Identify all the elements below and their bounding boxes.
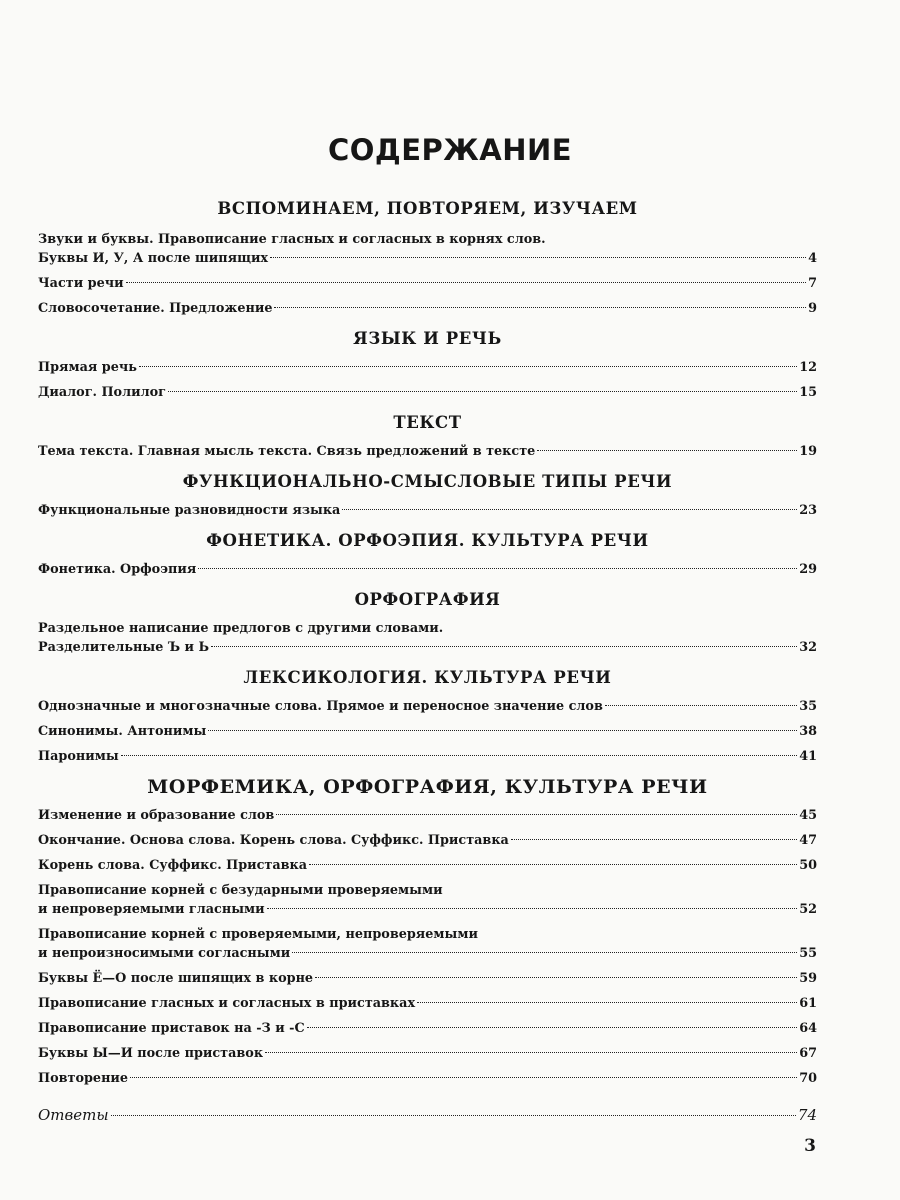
toc-entry	[38, 560, 817, 579]
toc-entry-page: 12	[799, 360, 817, 375]
toc-entry-page: 41	[799, 749, 817, 764]
toc-entry-text: Функциональные разновидности языка	[38, 503, 341, 518]
toc-entry-row	[38, 560, 817, 579]
toc-entry-text: Буквы Ы—И после приставок	[38, 1046, 264, 1061]
section-title: МОРФЕМИКА, ОРФОГРАФИЯ, КУЛЬТУРА РЕЧИ	[147, 776, 708, 798]
section-title: ОРФОГРАФИЯ	[354, 590, 501, 609]
toc-entry-text: Синонимы. Антонимы	[38, 724, 207, 739]
toc-entry	[38, 619, 817, 657]
dot-leader	[267, 908, 798, 909]
toc-entry-text: и непроизносимыми согласными	[38, 946, 291, 961]
dot-leader	[168, 391, 797, 392]
toc-entry-row	[38, 944, 817, 963]
dot-leader	[274, 307, 806, 308]
toc-entry-text: Буквы И, У, А после шипящих	[38, 251, 269, 266]
toc-entry-page: 4	[808, 251, 817, 266]
dot-leader	[315, 977, 797, 978]
toc-entry	[38, 856, 817, 875]
dot-leader	[309, 864, 797, 865]
dot-leader	[511, 839, 797, 840]
section-title: ЯЗЫК И РЕЧЬ	[353, 329, 502, 348]
toc-entry-page: 19	[799, 444, 817, 459]
toc-entry	[38, 806, 817, 825]
toc-entry-page: 23	[799, 503, 817, 518]
toc-entry-row	[38, 638, 817, 657]
toc-entry-text: Правописание гласных и согласных в приставках	[38, 996, 416, 1011]
toc-entry-text: и непроверяемыми гласными	[38, 902, 265, 917]
toc-entry-text: Повторение	[38, 1071, 129, 1086]
toc-entry-page: 45	[799, 808, 817, 823]
toc-entry	[38, 299, 817, 318]
toc-entry-page: 47	[799, 833, 817, 848]
page-title: СОДЕРЖАНИЕ	[327, 133, 573, 167]
toc-entry-page: 55	[799, 946, 817, 961]
toc-entry-row	[38, 274, 817, 293]
toc-entry-page: 15	[799, 385, 817, 400]
dot-leader	[130, 1077, 797, 1078]
dot-leader	[276, 814, 797, 815]
toc-entry-answers	[38, 1104, 817, 1126]
toc-entry-row	[38, 747, 817, 766]
dot-leader	[208, 730, 797, 731]
answers-page: 74	[797, 1106, 817, 1124]
dot-leader	[198, 568, 797, 569]
toc-entry	[38, 697, 817, 716]
toc-entry-row	[38, 249, 817, 268]
toc-entry-text: Паронимы	[38, 749, 119, 764]
toc-entry	[38, 722, 817, 741]
toc-entry-text: Правописание приставок на -З и -С	[38, 1021, 305, 1036]
dot-leader	[126, 282, 807, 283]
dot-leader	[307, 1027, 798, 1028]
toc-entry-text: Диалог. Полилог	[38, 385, 167, 400]
toc-entry-page: 70	[799, 1071, 817, 1086]
toc-entry-text: Буквы Ё—О после шипящих в корне	[38, 971, 314, 986]
section-title: ФОНЕТИКА. ОРФОЭПИЯ. КУЛЬТУРА РЕЧИ	[206, 531, 649, 550]
toc-entry-row	[38, 856, 817, 875]
toc-entry	[38, 358, 817, 377]
toc-entry-row	[38, 900, 817, 919]
toc-entry-row	[38, 994, 817, 1013]
toc-entry-row	[38, 806, 817, 825]
toc-entry	[38, 994, 817, 1013]
toc-entry	[38, 881, 817, 919]
toc-entry-text-line: Звуки и буквы. Правописание гласных и согласных в корнях слов.	[38, 232, 546, 247]
toc-entry-row	[38, 697, 817, 716]
section-title: ТЕКСТ	[393, 413, 462, 432]
toc-entry-page: 7	[808, 276, 817, 291]
toc-entry-page: 67	[799, 1046, 817, 1061]
page-number: 3	[804, 1136, 816, 1156]
toc-entry-page: 59	[799, 971, 817, 986]
toc-entry-page: 35	[799, 699, 817, 714]
dot-leader	[265, 1052, 797, 1053]
dot-leader	[139, 366, 797, 367]
dot-leader	[342, 509, 797, 510]
table-of-contents	[38, 196, 817, 1132]
section-title: ФУНКЦИОНАЛЬНО-СМЫСЛОВЫЕ ТИПЫ РЕЧИ	[182, 472, 673, 491]
dot-leader	[417, 1002, 797, 1003]
toc-entry-page: 61	[799, 996, 817, 1011]
toc-entry-row	[38, 969, 817, 988]
toc-entry	[38, 230, 817, 268]
toc-entry	[38, 1069, 817, 1088]
section-title: ЛЕКСИКОЛОГИЯ. КУЛЬТУРА РЕЧИ	[243, 668, 612, 687]
toc-entry-row	[38, 1104, 817, 1126]
toc-entry-row	[38, 1019, 817, 1038]
toc-entry-text: Фонетика. Орфоэпия	[38, 562, 197, 577]
toc-entry-row	[38, 1069, 817, 1088]
toc-entry-row	[38, 299, 817, 318]
toc-entry-row	[38, 1044, 817, 1063]
dot-leader	[121, 755, 798, 756]
toc-entry	[38, 501, 817, 520]
dot-leader	[605, 705, 797, 706]
dot-leader	[211, 646, 797, 647]
toc-entry	[38, 442, 817, 461]
toc-entry-page: 9	[808, 301, 817, 316]
toc-entry-text-line: Раздельное написание предлогов с другими словами.	[38, 621, 444, 636]
dot-leader	[292, 952, 797, 953]
toc-entry-text: Тема текста. Главная мысль текста. Связь предложений в тексте	[38, 444, 536, 459]
toc-entry-text: Прямая речь	[38, 360, 137, 375]
toc-entry-row	[38, 442, 817, 461]
toc-entry	[38, 1044, 817, 1063]
toc-entry-text: Словосочетание. Предложение	[38, 301, 273, 316]
toc-entry-row	[38, 831, 817, 850]
dot-leader	[111, 1115, 796, 1116]
toc-entry	[38, 383, 817, 402]
toc-entry	[38, 831, 817, 850]
toc-entry-page: 50	[799, 858, 817, 873]
toc-entry	[38, 969, 817, 988]
toc-entry-row	[38, 722, 817, 741]
dot-leader	[270, 257, 806, 258]
toc-entry-text-line: Правописание корней с безударными проверяемыми	[38, 883, 443, 898]
toc-entry-page: 38	[799, 724, 817, 739]
toc-entry-text: Окончание. Основа слова. Корень слова. Суффикс. Приставка	[38, 833, 509, 848]
section-title: ВСПОМИНАЕМ, ПОВТОРЯЕМ, ИЗУЧАЕМ	[217, 199, 638, 218]
toc-entry	[38, 925, 817, 963]
toc-entry	[38, 747, 817, 766]
toc-entry-text-line: Правописание корней с проверяемыми, непроверяемыми	[38, 927, 478, 942]
toc-entry-row	[38, 383, 817, 402]
dot-leader	[537, 450, 797, 451]
toc-entry-row	[38, 501, 817, 520]
answers-label: Ответы	[38, 1106, 109, 1124]
toc-entry-text: Разделительные Ъ и Ь	[38, 640, 210, 655]
toc-entry-page: 29	[799, 562, 817, 577]
toc-entry	[38, 1019, 817, 1038]
toc-entry-text: Корень слова. Суффикс. Приставка	[38, 858, 308, 873]
toc-entry-text: Изменение и образование слов	[38, 808, 275, 823]
toc-entry-page: 52	[799, 902, 817, 917]
toc-entry-page: 64	[799, 1021, 817, 1036]
toc-entry-text: Однозначные и многозначные слова. Прямое и переносное значение слов	[38, 699, 603, 714]
toc-entry-row	[38, 358, 817, 377]
toc-entry-text: Части речи	[38, 276, 124, 291]
toc-entry-page: 32	[799, 640, 817, 655]
toc-entry	[38, 274, 817, 293]
